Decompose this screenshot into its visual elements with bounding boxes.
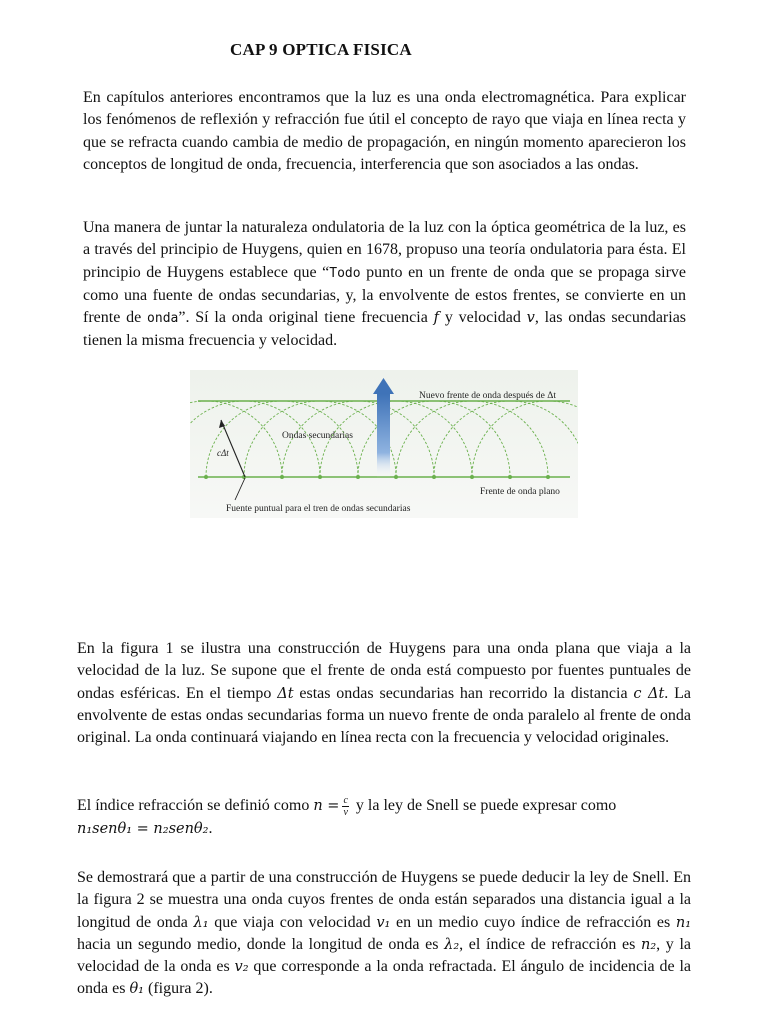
math-n1: n₁	[675, 914, 692, 931]
text: (figura 2).	[143, 980, 213, 998]
point-source-dot	[204, 475, 208, 479]
paragraph-snell	[77, 867, 691, 1001]
label-cdt: cΔt	[217, 448, 229, 458]
point-source-dot	[394, 475, 398, 479]
text: Se demostrará que a partir de una construcción de Huygens se puede deducir la ley de Snell. En la figura 2 se muestra una onda cuyos frentes de onda están separados una distancia igual a la longitud de onda	[77, 869, 691, 931]
math-snell-law: n₁senθ₁ = n₂senθ₂	[77, 821, 209, 837]
math-n2: n₂	[641, 936, 657, 953]
label-new-front: Nuevo frente de onda después de Δt	[419, 391, 556, 401]
text: punto en un frente de onda que se propaga sirve como una fuente de ondas secundarias, y, la envolvente de estos frentes, se convierte en un frente de	[83, 263, 687, 327]
text: Una manera de juntar la naturaleza ondulatoria de la luz con la óptica geométrica de la luz, es a través del principio de Huygens, quien en 1678, propuso una teoría ondulatoria para ésta. El principio de Huygens establece que “	[83, 219, 686, 281]
math-lambda1: λ₁	[193, 914, 209, 931]
text: , las ondas secundarias tienen la misma frecuencia y velocidad.	[83, 309, 687, 350]
math-v1: v₁	[376, 914, 391, 931]
text: hacia un segundo medio, donde la longitud de onda es	[77, 935, 445, 953]
math-n-equals: n =	[313, 798, 340, 815]
point-source-dot	[280, 475, 284, 479]
math-delta-t: Δt	[277, 685, 294, 702]
text: y la ley de Snell se puede expresar como	[351, 797, 617, 815]
text: y velocidad	[439, 309, 527, 327]
label-point-source: Fuente puntual para el tren de ondas secundarias	[226, 504, 411, 514]
paragraph-index	[77, 795, 691, 840]
math-lambda2: λ₂	[444, 936, 460, 953]
text: Todo	[329, 265, 361, 281]
fraction-numerator: c	[343, 795, 348, 806]
text: onda	[147, 311, 179, 327]
math-fraction	[342, 795, 348, 818]
math-f: f	[433, 310, 439, 327]
math-v: v	[526, 310, 535, 327]
point-source-dot	[546, 475, 550, 479]
text: , el índice de refracción es	[459, 935, 641, 953]
label-secondary-waves: Ondas secundarias	[282, 431, 353, 441]
point-source-dot	[356, 475, 360, 479]
huygens-figure	[190, 370, 578, 518]
point-source-dot	[432, 475, 436, 479]
math-theta1: θ₁	[129, 981, 144, 998]
text: que corresponde a la onda refractada. El ángulo de incidencia de la onda es	[77, 958, 691, 998]
text: ”. Sí la onda original tiene frecuencia	[178, 309, 434, 327]
math-c-delta-t: c Δt	[633, 685, 665, 702]
fraction-denominator: v	[343, 807, 348, 818]
point-source-dot	[470, 475, 474, 479]
text: estas ondas secundarias han recorrido la distancia	[293, 684, 634, 702]
text: El índice refracción se definió como	[77, 797, 314, 815]
math-v2: v₂	[234, 959, 249, 976]
point-source-dot	[318, 475, 322, 479]
text: En la figura 1 se ilustra una construcción de Huygens para una onda plana que viaja a la velocidad de la luz. Se supone que el frente de onda está compuesto por fuentes puntuales de ondas esféricas. En el tiempo	[77, 640, 691, 702]
propagation-arrow	[377, 394, 390, 478]
text: que viaja con velocidad	[208, 913, 377, 931]
paragraph-huygens	[83, 217, 686, 353]
text: , y la velocidad de la onda es	[77, 935, 692, 976]
point-source-dot	[508, 475, 512, 479]
paragraph-figure1	[77, 638, 691, 749]
label-plane-front: Frente de onda plano	[480, 487, 560, 497]
text: en un medio cuyo índice de refracción es	[390, 913, 676, 931]
text: .	[208, 820, 213, 837]
paragraph-intro: En capítulos anteriores encontramos que la luz es una onda electromagnética. Para explicar los fenómenos de reflexión y refracción fue útil el concepto de rayo que viaja en línea recta y que se refracta cuando cambia de medio de propagación, en ningún momento aparecieron los conceptos de longitud de onda, frecuencia, interferencia que son asociados a las ondas.	[83, 89, 686, 173]
text: . La envolvente de estas ondas secundarias forma un nuevo frente de onda paralelo al frente de onda original. La onda continuará viajando en línea recta con la frecuencia y velocidad originales.	[77, 684, 692, 747]
chapter-title: CAP 9 OPTICA FISICA	[230, 40, 412, 59]
